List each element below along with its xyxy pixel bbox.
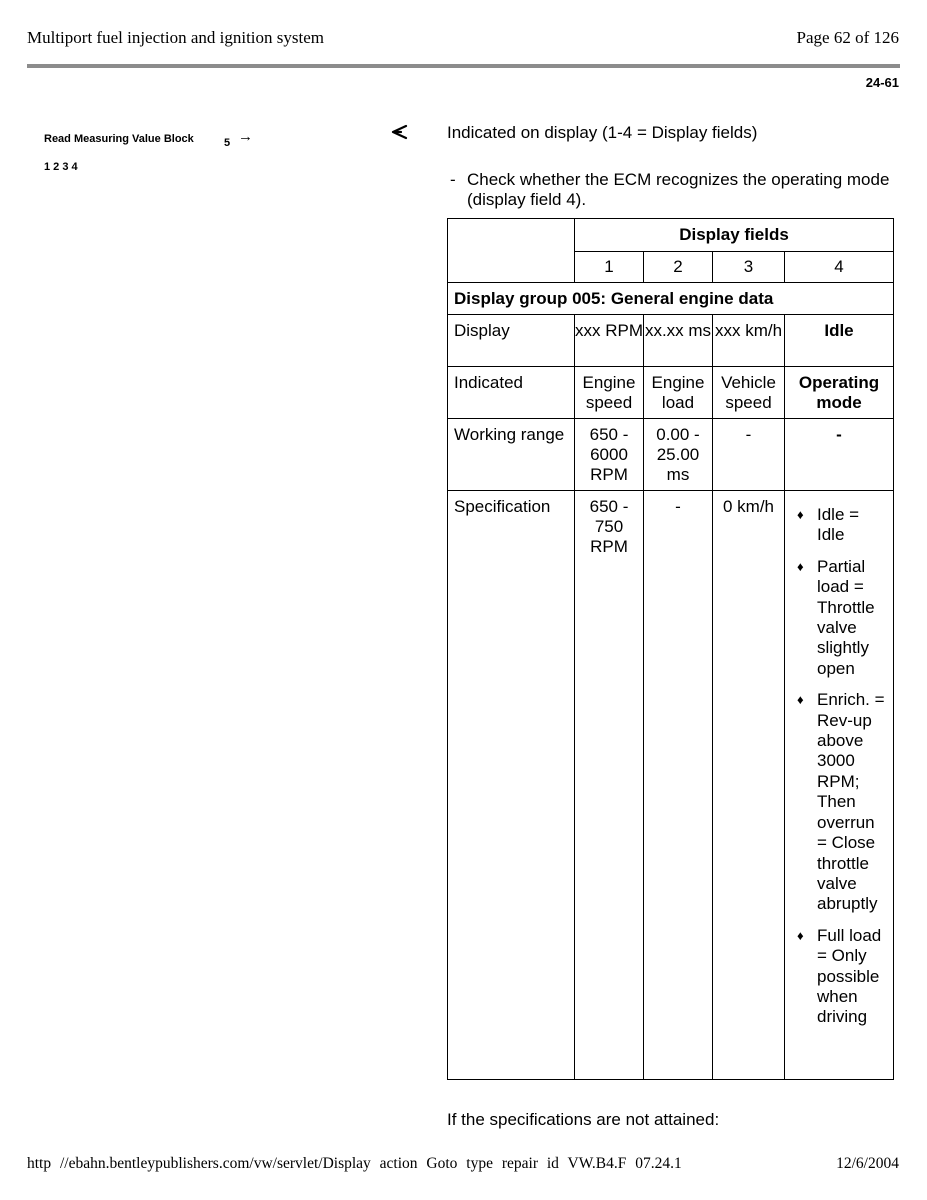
row-label-specification: Specification — [448, 491, 575, 1080]
field-number-2: 2 — [644, 252, 713, 283]
pointer-icon — [390, 124, 408, 140]
mode-text: Idle = Idle — [817, 505, 860, 545]
list-item — [797, 505, 889, 546]
spec-field-4 — [785, 491, 894, 1080]
working-field-2: 0.00 - 25.00 ms — [644, 419, 713, 491]
source-url[interactable]: http //ebahn.bentleypublishers.com/vw/servlet/Display action Goto type repair id VW.B4.F 07.24.1 — [27, 1155, 682, 1172]
working-field-4: - — [785, 419, 894, 491]
mode-text: Partial load = Throttle valve slightly open — [817, 556, 875, 678]
table-row — [448, 491, 894, 1080]
display-group-title: Display group 005: General engine data — [448, 283, 894, 315]
field-number-4: 4 — [785, 252, 894, 283]
measuring-block-value: 5 — [224, 137, 231, 149]
page-counter: Page 62 of 126 — [796, 28, 899, 47]
mode-text: Full load = Only possible when driving — [817, 925, 882, 1027]
spec-field-2: - — [644, 491, 713, 1080]
spec-field-1: 650 - 750 RPM — [575, 491, 644, 1080]
operating-mode-list — [785, 491, 893, 1028]
diamond-bullet-icon: ♦ — [797, 507, 804, 522]
table-row — [448, 315, 894, 367]
right-arrow-icon: → — [238, 128, 253, 145]
list-item — [797, 557, 889, 679]
display-field-4: Idle — [785, 315, 894, 367]
check-instruction: Check whether the ECM recognizes the operating mode (display field 4). — [467, 170, 890, 209]
table-row — [448, 419, 894, 491]
working-field-1: 650 - 6000 RPM — [575, 419, 644, 491]
diamond-bullet-icon: ♦ — [797, 692, 804, 708]
working-field-3: - — [713, 419, 785, 491]
display-field-2: xx.xx ms — [644, 315, 713, 367]
display-fields-header: Display fields — [575, 219, 894, 252]
table-row — [448, 367, 894, 419]
indicated-field-2: Engine load — [644, 367, 713, 419]
header-divider — [27, 64, 900, 68]
field-number-1: 1 — [575, 252, 644, 283]
indicated-field-3: Vehicle speed — [713, 367, 785, 419]
diamond-bullet-icon: ♦ — [797, 927, 804, 943]
row-label-display: Display — [448, 315, 575, 367]
mode-text: Enrich. = Rev-up above 3000 RPM; Then overrun = Close throttle valve abruptly — [817, 690, 885, 914]
field-number-3: 3 — [713, 252, 785, 283]
indicated-field-4: Operating mode — [785, 367, 894, 419]
section-page-code: 24-61 — [865, 75, 899, 90]
not-attained-note: If the specifications are not attained: — [447, 1110, 720, 1129]
display-intro-text: Indicated on display (1-4 = Display fields) — [447, 123, 758, 142]
row-label-indicated: Indicated — [448, 367, 575, 419]
display-field-3: xxx km/h — [713, 315, 785, 367]
table-corner-cell — [448, 219, 575, 283]
list-dash: - — [450, 170, 456, 189]
indicated-field-1: Engine speed — [575, 367, 644, 419]
row-label-working-range: Working range — [448, 419, 575, 491]
spec-field-3: 0 km/h — [713, 491, 785, 1080]
diamond-bullet-icon: ♦ — [797, 558, 804, 574]
display-field-1: xxx RPM — [575, 315, 644, 367]
measuring-block-fields: 1 2 3 4 — [44, 161, 78, 173]
display-fields-table — [447, 218, 894, 1080]
measuring-block-label: Read Measuring Value Block — [44, 133, 194, 145]
list-item — [797, 926, 889, 1028]
print-date: 12/6/2004 — [836, 1155, 899, 1172]
document-title: Multiport fuel injection and ignition system — [27, 28, 324, 47]
list-item — [797, 690, 889, 914]
